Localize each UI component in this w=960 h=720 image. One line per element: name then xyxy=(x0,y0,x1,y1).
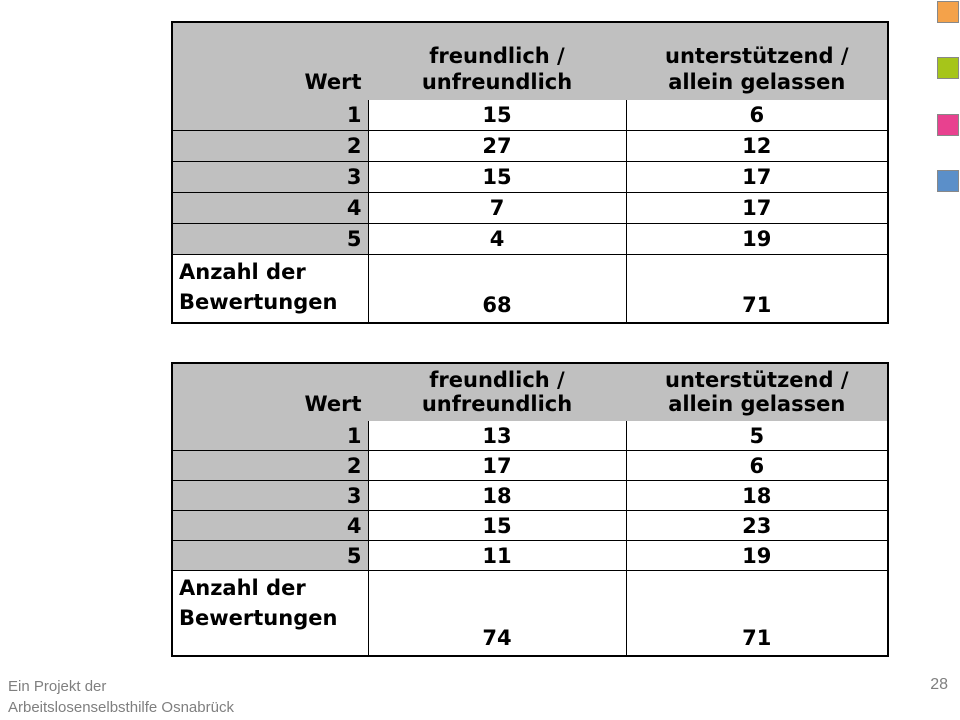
freundlich-cell: 13 xyxy=(368,421,626,451)
header-freundlich-line2: unfreundlich xyxy=(421,70,573,94)
ratings-table-1 xyxy=(171,21,889,324)
wert-cell: 4 xyxy=(172,193,368,224)
unterstuetzend-cell: 19 xyxy=(626,541,888,571)
blue-swatch xyxy=(937,170,959,192)
freundlich-cell: 4 xyxy=(368,224,626,255)
total-freundlich: 74 xyxy=(368,571,626,657)
header-freundlich-line1: freundlich / xyxy=(429,368,565,392)
total-label-line2: Bewertungen xyxy=(179,290,338,314)
table-row xyxy=(172,511,888,541)
unterstuetzend-cell: 6 xyxy=(626,451,888,481)
page-number: 28 xyxy=(930,676,948,693)
table-row xyxy=(172,162,888,193)
header-freundlich-line1: freundlich / xyxy=(429,44,565,68)
unterstuetzend-cell: 19 xyxy=(626,224,888,255)
total-label xyxy=(172,571,368,657)
header-unterstuetzend-line1: unterstützend / xyxy=(665,44,849,68)
header-unterstuetzend-line1: unterstützend / xyxy=(665,368,849,392)
table-row xyxy=(172,541,888,571)
header-row xyxy=(172,22,888,100)
header-wert: Wert xyxy=(172,363,368,421)
orange-swatch xyxy=(937,1,959,23)
total-row xyxy=(172,571,888,657)
total-unterstuetzend: 71 xyxy=(626,571,888,657)
header-unterstuetzend xyxy=(626,22,888,100)
wert-cell: 5 xyxy=(172,224,368,255)
table-row xyxy=(172,100,888,131)
freundlich-cell: 15 xyxy=(368,511,626,541)
pink-swatch xyxy=(937,114,959,136)
freundlich-cell: 17 xyxy=(368,451,626,481)
freundlich-cell: 15 xyxy=(368,162,626,193)
ratings-table-2 xyxy=(171,362,889,657)
table-row xyxy=(172,193,888,224)
table-row xyxy=(172,224,888,255)
header-wert: Wert xyxy=(172,22,368,100)
footer-line1: Ein Projekt der xyxy=(8,678,107,695)
table-row xyxy=(172,131,888,162)
wert-cell: 3 xyxy=(172,162,368,193)
total-label-line1: Anzahl der xyxy=(179,576,306,600)
green-swatch xyxy=(937,57,959,79)
wert-cell: 5 xyxy=(172,541,368,571)
header-row xyxy=(172,363,888,421)
unterstuetzend-cell: 17 xyxy=(626,193,888,224)
header-unterstuetzend xyxy=(626,363,888,421)
wert-cell: 1 xyxy=(172,421,368,451)
wert-cell: 2 xyxy=(172,131,368,162)
freundlich-cell: 18 xyxy=(368,481,626,511)
total-label-line2: Bewertungen xyxy=(179,606,338,630)
unterstuetzend-cell: 5 xyxy=(626,421,888,451)
table-row xyxy=(172,481,888,511)
wert-cell: 3 xyxy=(172,481,368,511)
total-row xyxy=(172,255,888,324)
footer xyxy=(8,676,328,718)
header-unterstuetzend-line2: allein gelassen xyxy=(668,70,846,94)
freundlich-cell: 7 xyxy=(368,193,626,224)
unterstuetzend-cell: 18 xyxy=(626,481,888,511)
total-label-line1: Anzahl der xyxy=(179,260,306,284)
header-freundlich-line2: unfreundlich xyxy=(421,392,573,416)
header-freundlich xyxy=(368,22,626,100)
unterstuetzend-cell: 17 xyxy=(626,162,888,193)
freundlich-cell: 15 xyxy=(368,100,626,131)
unterstuetzend-cell: 23 xyxy=(626,511,888,541)
unterstuetzend-cell: 12 xyxy=(626,131,888,162)
wert-cell: 1 xyxy=(172,100,368,131)
wert-cell: 4 xyxy=(172,511,368,541)
footer-line2: Arbeitslosenselbsthilfe Osnabrück xyxy=(8,699,234,716)
header-unterstuetzend-line2: allein gelassen xyxy=(668,392,846,416)
wert-cell: 2 xyxy=(172,451,368,481)
freundlich-cell: 27 xyxy=(368,131,626,162)
total-unterstuetzend: 71 xyxy=(626,255,888,324)
unterstuetzend-cell: 6 xyxy=(626,100,888,131)
total-label xyxy=(172,255,368,324)
table-row xyxy=(172,421,888,451)
header-freundlich xyxy=(368,363,626,421)
freundlich-cell: 11 xyxy=(368,541,626,571)
table-row xyxy=(172,451,888,481)
total-freundlich: 68 xyxy=(368,255,626,324)
